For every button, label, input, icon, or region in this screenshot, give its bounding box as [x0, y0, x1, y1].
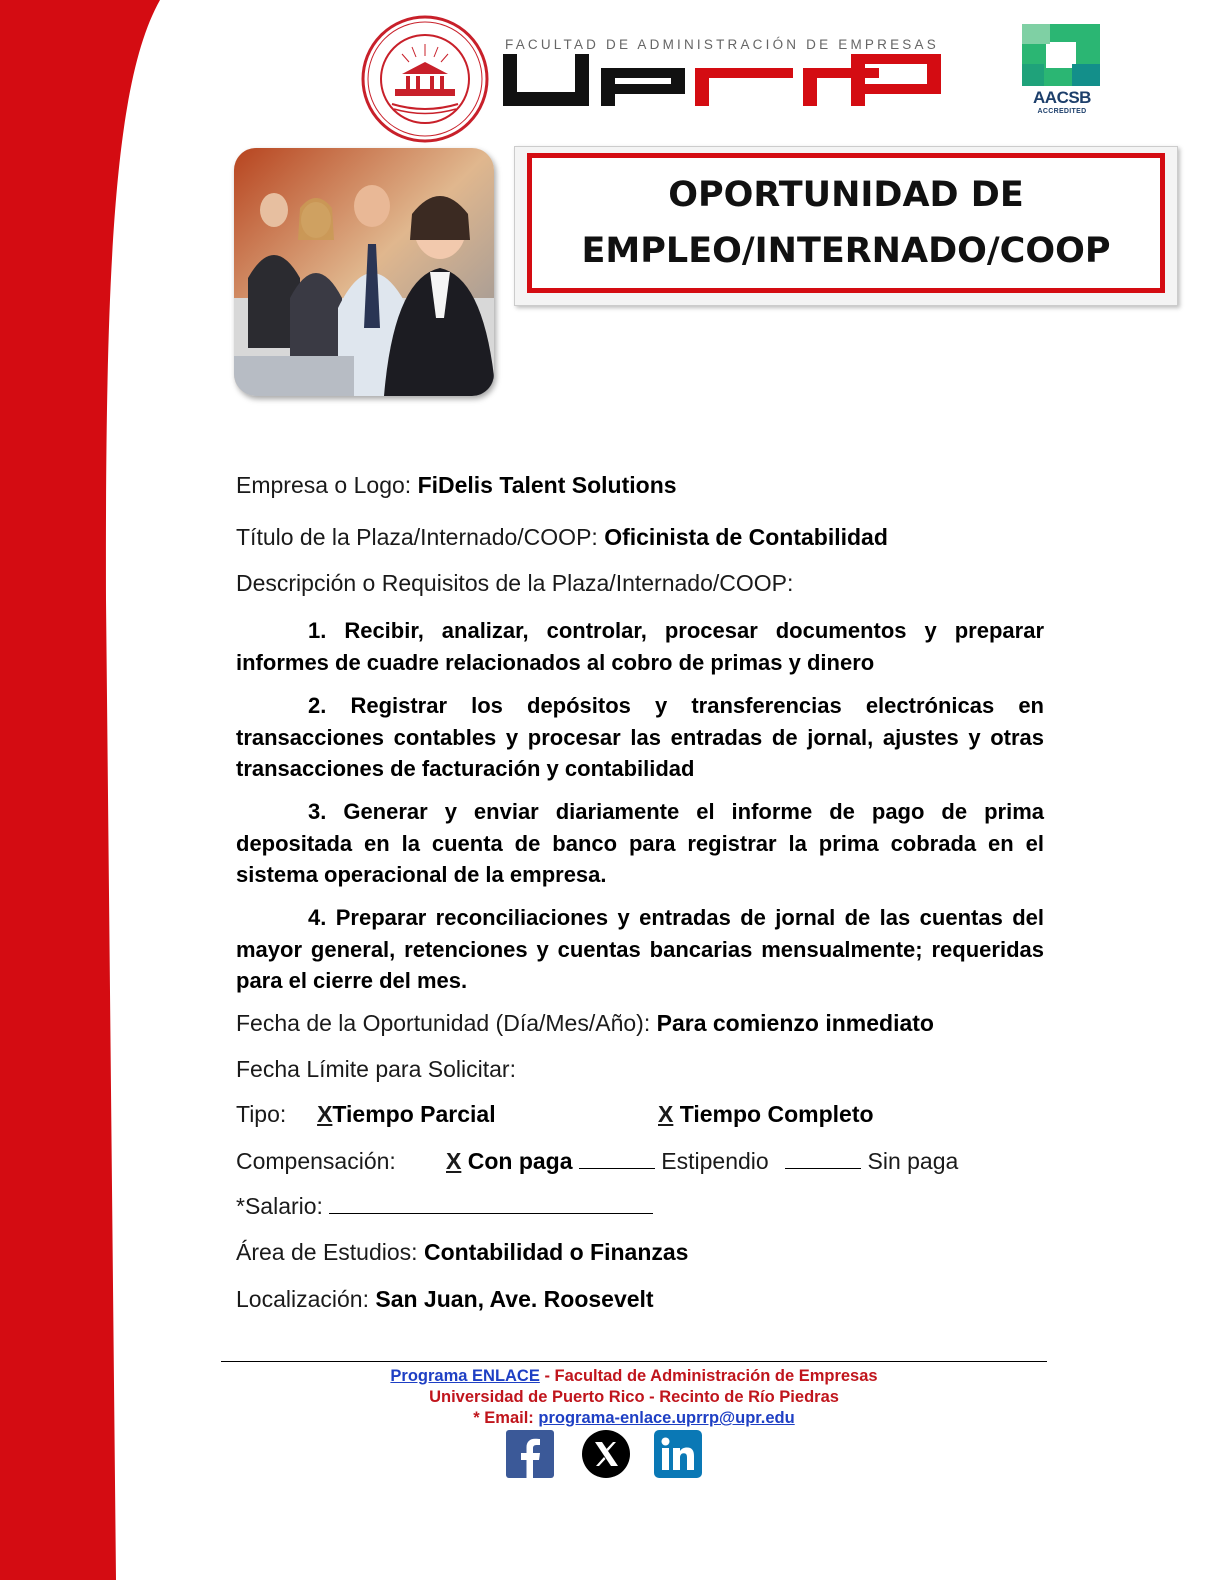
requirement-3: 3. Generar y enviar diariamente el informe de pago de prima depositada en la cuenta de banco para registrar la prima cobrada en el sistema operacional de la empresa. — [236, 799, 1044, 887]
salario-row — [236, 1193, 653, 1220]
professionals-photo — [234, 148, 494, 396]
tipo-completo: Tiempo Completo — [679, 1101, 874, 1127]
footer-university: Universidad de Puerto Rico - Recinto de Río Piedras — [429, 1388, 839, 1406]
compensacion-options — [446, 1148, 958, 1175]
footer-divider — [221, 1361, 1047, 1362]
tipo-completo-option — [658, 1101, 874, 1128]
con-paga-mark: X — [446, 1148, 462, 1174]
area-label: Área de Estudios: — [236, 1239, 424, 1265]
program-enlace-link[interactable]: Programa ENLACE — [390, 1367, 540, 1385]
localizacion-label: Localización: — [236, 1286, 376, 1312]
requirement-4: 4. Preparar reconciliaciones y entradas de jornal de las cuentas del mayor general, retenciones y cuentas bancarias mensualmente; requeridas para el cierre del mes. — [236, 905, 1044, 993]
titulo-value: Oficinista de Contabilidad — [604, 524, 888, 550]
titulo-label: Título de la Plaza/Internado/COOP: — [236, 524, 605, 550]
empresa-row — [236, 472, 677, 499]
con-paga: Con paga — [467, 1148, 573, 1174]
facebook-icon[interactable] — [506, 1430, 554, 1478]
sin-paga-blank — [785, 1150, 861, 1169]
red-side-band — [0, 0, 160, 1580]
title-line-1: OPORTUNIDAD DE — [668, 175, 1024, 215]
uprrp-wordmark-logo — [503, 54, 941, 106]
footer-email-line — [221, 1409, 1047, 1428]
tipo-completo-mark: X — [658, 1101, 674, 1127]
aacsb-wordmark: AACSB — [1033, 88, 1091, 107]
footer-program-line — [221, 1367, 1047, 1386]
linkedin-icon[interactable] — [654, 1430, 702, 1478]
empresa-value: FiDelis Talent Solutions — [417, 472, 677, 498]
aacsb-accredited-text: ACCREDITED — [1037, 108, 1087, 115]
localizacion-value: San Juan, Ave. Roosevelt — [375, 1286, 654, 1312]
compensacion-label: Compensación: — [236, 1148, 396, 1174]
fecha-limite-label: Fecha Límite para Solicitar: — [236, 1056, 516, 1082]
program-rest: - Facultad de Administración de Empresas — [539, 1367, 878, 1385]
fecha-row — [236, 1010, 934, 1037]
estipendio: Estipendio — [661, 1148, 769, 1174]
descripcion-label: Descripción o Requisitos de la Plaza/Internado/COOP: — [236, 570, 794, 596]
area-value: Contabilidad o Finanzas — [423, 1239, 689, 1265]
tipo-row — [236, 1101, 496, 1128]
x-icon[interactable] — [582, 1430, 630, 1478]
compensacion-row — [236, 1148, 396, 1175]
faculty-name: FACULTAD DE ADMINISTRACIÓN DE EMPRESAS — [505, 37, 939, 52]
page-title — [582, 167, 1111, 279]
tipo-label: Tipo: — [236, 1101, 287, 1127]
requirement-2: 2. Registrar los depósitos y transferencias electrónicas en transacciones contables y procesar las entradas de jornal, ajustes y otras transacciones de facturación y contabilidad — [236, 693, 1044, 781]
requirement-1: 1. Recibir, analizar, controlar, procesar documentos y preparar informes de cuadre relacionados al cobro de primas y dinero — [236, 618, 1044, 675]
sin-paga: Sin paga — [867, 1148, 959, 1174]
upr-seal-logo — [360, 14, 490, 144]
salario-blank — [329, 1195, 653, 1214]
localizacion-row — [236, 1286, 654, 1313]
salario-label: *Salario: — [236, 1193, 323, 1219]
email-label: * Email: — [473, 1409, 539, 1427]
fecha-value: Para comienzo inmediato — [656, 1010, 934, 1036]
title-frame — [527, 153, 1165, 293]
title-line-2: EMPLEO/INTERNADO/COOP — [581, 231, 1111, 271]
estipendio-blank — [579, 1150, 655, 1169]
email-link[interactable]: programa-enlace.uprrp@upr.edu — [538, 1409, 795, 1427]
title-box — [514, 146, 1178, 306]
area-row — [236, 1239, 688, 1266]
empresa-label: Empresa o Logo: — [236, 472, 418, 498]
tipo-parcial: Tiempo Parcial — [332, 1101, 496, 1127]
titulo-row — [236, 524, 888, 551]
tipo-parcial-mark: X — [317, 1101, 333, 1127]
fecha-label: Fecha de la Oportunidad (Día/Mes/Año): — [236, 1010, 657, 1036]
